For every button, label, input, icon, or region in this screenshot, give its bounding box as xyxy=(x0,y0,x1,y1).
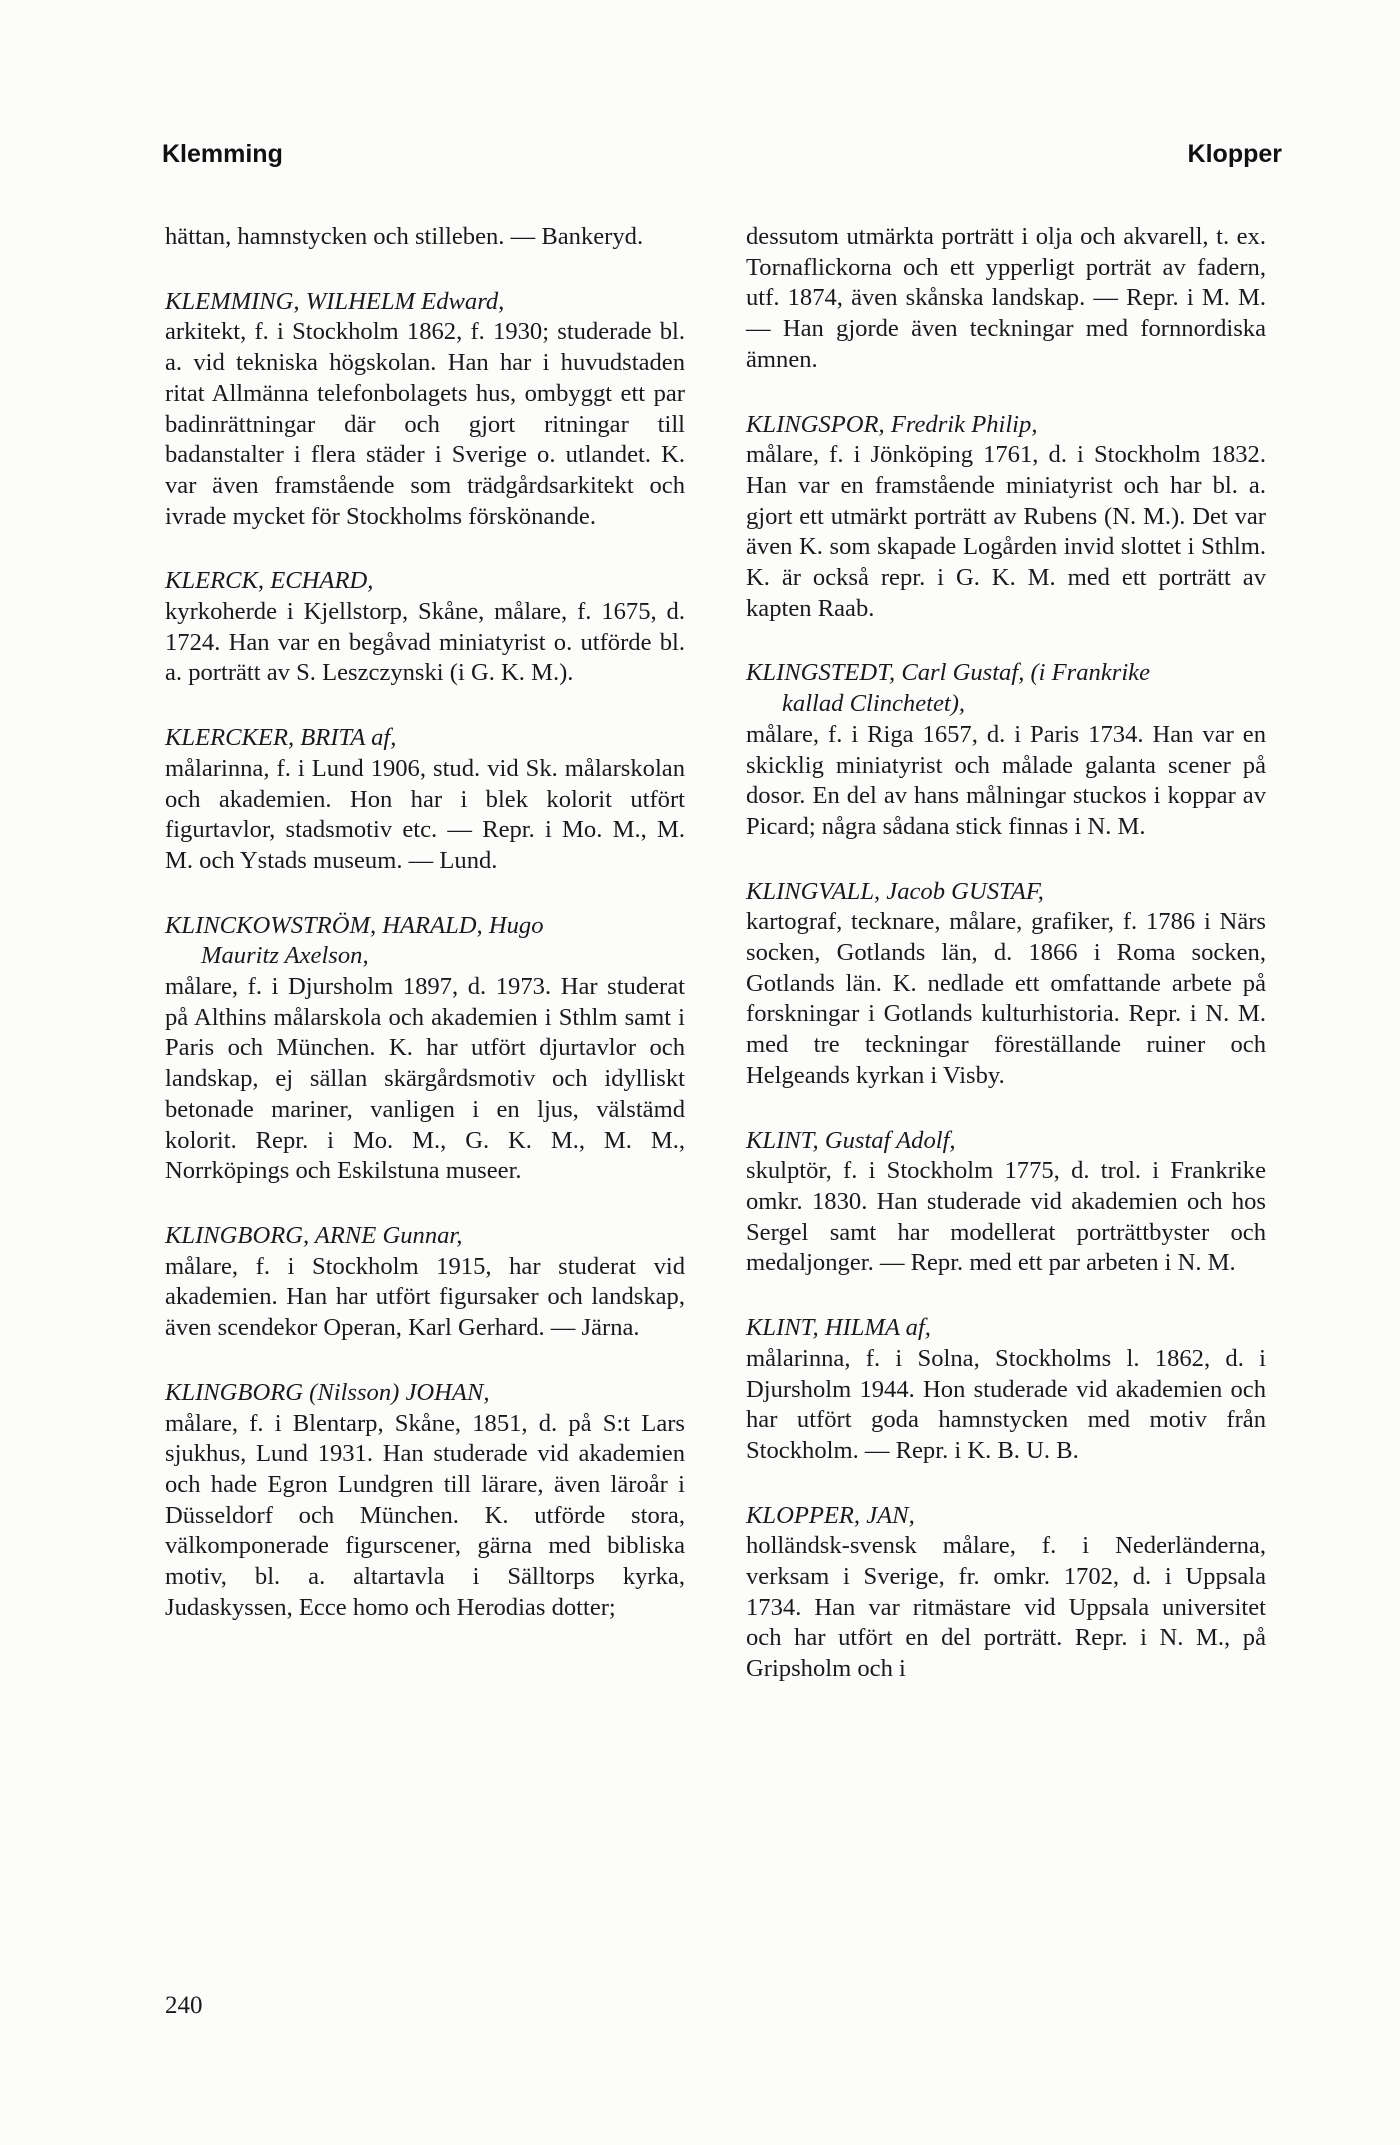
entry-klingspor xyxy=(746,410,1266,625)
entry-klercker xyxy=(165,723,685,877)
entry-body: målare, f. i Blentarp, Skåne, 1851, d. på S:t Lars sjukhus, Lund 1931. Han studerade vid akademien och hade Egron Lundgren till lärare, även läroår i Düsseldorf och München. K. utförde stora, välkomponerade figurscener, gärna med bibliska motiv, bl. a. altartavla i Sälltorps kyrka, Judaskyssen, Ecce homo och Herodias dotter; xyxy=(165,1409,685,1621)
entry-heading-text: KLINGSTEDT, Carl Gustaf, (i Frankrike xyxy=(746,659,1150,687)
entry-klerck xyxy=(165,566,685,689)
page-number: 240 xyxy=(165,1992,203,2019)
entry-heading-continuation: kallad Clinchetet), xyxy=(782,690,966,718)
entry-heading xyxy=(165,1221,685,1252)
entry-heading xyxy=(746,658,1266,719)
running-head-right: Klopper xyxy=(1187,140,1282,168)
entry-body: målare, f. i Stockholm 1915, har studerat vid akademien. Han har utfört figursaker och landskap, även scendekor Operan, Karl Gerhard. — Järna. xyxy=(165,1252,685,1342)
right-column-lead: dessutom utmärkta porträtt i olja och akvarell, t. ex. Tornaflickorna och ett ypperligt porträt av fadern, utf. 1874, även skånska landskap. — Repr. i M. M. — Han gjorde även teckningar med fornnordiska ämnen. xyxy=(746,223,1266,373)
entry-body: målare, f. i Djursholm 1897, d. 1973. Har studerat på Althins målarskola och akademien i Sthlm samt i Paris och München. K. har utfört djurtavlor och landskap, ej sällan skärgårdsmotiv och idylliskt betonade mariner, vanligen i en ljus, välstämd kolorit. Repr. i Mo. M., G. K. M., M. M., Norrköpings och Eskilstuna museer. xyxy=(165,973,685,1185)
entry-heading xyxy=(746,1126,1266,1157)
entry-heading xyxy=(746,410,1266,441)
entry-klingstedt xyxy=(746,658,1266,842)
entry-klopper xyxy=(746,1501,1266,1685)
entry-heading-text: KLERCK, ECHARD, xyxy=(165,567,374,595)
entry-body: skulptör, f. i Stockholm 1775, d. trol. i Frankrike omkr. 1830. Han studerade vid akademien och hos Sergel samt har modellerat porträttbyster och medaljonger. — Repr. med ett par arbeten i N. M. xyxy=(746,1157,1266,1277)
entry-klingborg-arne xyxy=(165,1221,685,1344)
entry-heading-text: KLOPPER, JAN, xyxy=(746,1501,915,1529)
entry-body: kyrkoherde i Kjellstorp, Skåne, målare, f. 1675, d. 1724. Han var en begåvad miniatyrist o. utförde bl. a. porträtt av S. Leszczynski (i G. K. M.). xyxy=(165,598,685,687)
entry-heading xyxy=(165,566,685,597)
entry-body: målarinna, f. i Lund 1906, stud. vid Sk. målarskolan och akademien. Hon har i blek kolorit utfört figurtavlor, stadsmotiv etc. — Repr. i Mo. M., M. M. och Ystads museum. — Lund. xyxy=(165,754,685,874)
entry-heading xyxy=(165,723,685,754)
entry-body: kartograf, tecknare, målare, grafiker, f. 1786 i Närs socken, Gotlands län, d. 1866 i Roma socken, Gotlands län. K. nedlade ett omfattande arbete på forskningar i Gotlands kulturhistoria. Repr. i N. M. med tre teckningar föreställande ruiner och Helgeands kyrkan i Visby. xyxy=(746,908,1266,1089)
entry-heading xyxy=(165,287,685,318)
entry-heading-text: KLINT, Gustaf Adolf, xyxy=(746,1126,956,1154)
left-column xyxy=(165,222,685,1657)
entry-heading xyxy=(746,877,1266,908)
entry-heading xyxy=(746,1313,1266,1344)
entry-heading xyxy=(165,1378,685,1409)
entry-heading-text: KLINT, HILMA af, xyxy=(746,1314,931,1342)
entry-klinckowstrom xyxy=(165,911,685,1187)
entry-heading-continuation: Mauritz Axelson, xyxy=(201,942,369,970)
entry-klint-gustaf xyxy=(746,1126,1266,1280)
entry-heading xyxy=(746,1501,1266,1532)
entry-klemming xyxy=(165,287,685,533)
entry-klingvall xyxy=(746,877,1266,1092)
entry-heading-text: KLERCKER, BRITA af, xyxy=(165,724,397,752)
entry-heading-text: KLINGBORG, ARNE Gunnar, xyxy=(165,1221,463,1249)
entry-heading-text: KLINGSPOR, Fredrik Philip, xyxy=(746,410,1038,438)
entry-heading xyxy=(165,911,685,972)
entry-klingborg-johan xyxy=(165,1378,685,1624)
entry-heading-text: KLINGVALL, Jacob GUSTAF, xyxy=(746,877,1044,905)
entry-heading-text: KLEMMING, WILHELM Edward, xyxy=(165,287,505,315)
right-column xyxy=(746,222,1266,1719)
entry-heading-text: KLINGBORG (Nilsson) JOHAN, xyxy=(165,1378,490,1406)
left-column-lead: hättan, hamnstycken och stilleben. — Bankeryd. xyxy=(165,223,644,250)
entry-body: holländsk-svensk målare, f. i Nederländerna, verksam i Sverige, fr. omkr. 1702, d. i Uppsala 1734. Han var ritmästare vid Uppsala universitet och har utfört en del porträtt. Repr. i N. M., på Gripsholm och i xyxy=(746,1532,1266,1683)
entry-heading-text: KLINCKOWSTRÖM, HARALD, Hugo xyxy=(165,911,544,939)
entry-body: målare, f. i Riga 1657, d. i Paris 1734. Han var en skicklig miniatyrist och målade galanta scener på dosor. En del av hans målningar stuckos i koppar av Picard; några sådana stick finnas i N. M. xyxy=(746,720,1266,840)
entry-klint-hilma xyxy=(746,1313,1266,1467)
entry-body: målare, f. i Jönköping 1761, d. i Stockholm 1832. Han var en framstående miniatyrist och har bl. a. gjort ett utmärkt porträtt av Rubens (N. M.). Det var även K. som skapade Logården invid slottet i Sthlm. K. är också repr. i G. K. M. med ett porträtt av kapten Raab. xyxy=(746,441,1266,622)
entry-body: målarinna, f. i Solna, Stockholms l. 1862, d. i Djursholm 1944. Hon studerade vid akademien och har utfört goda hamnstycken med motiv från Stockholm. — Repr. i K. B. U. B. xyxy=(746,1344,1266,1464)
entry-body: arkitekt, f. i Stockholm 1862, f. 1930; studerade bl. a. vid tekniska högskolan. Han har i huvudstaden ritat Allmänna telefonbolagets hus, ombyggt ett par badinrättningar där och gjort ritningar till badanstalter i flera städer i Sverige o. utlandet. K. var även framstående som trädgårdsarkitekt och ivrade mycket för Stockholms förskönande. xyxy=(165,318,685,530)
running-head-left: Klemming xyxy=(162,140,283,168)
